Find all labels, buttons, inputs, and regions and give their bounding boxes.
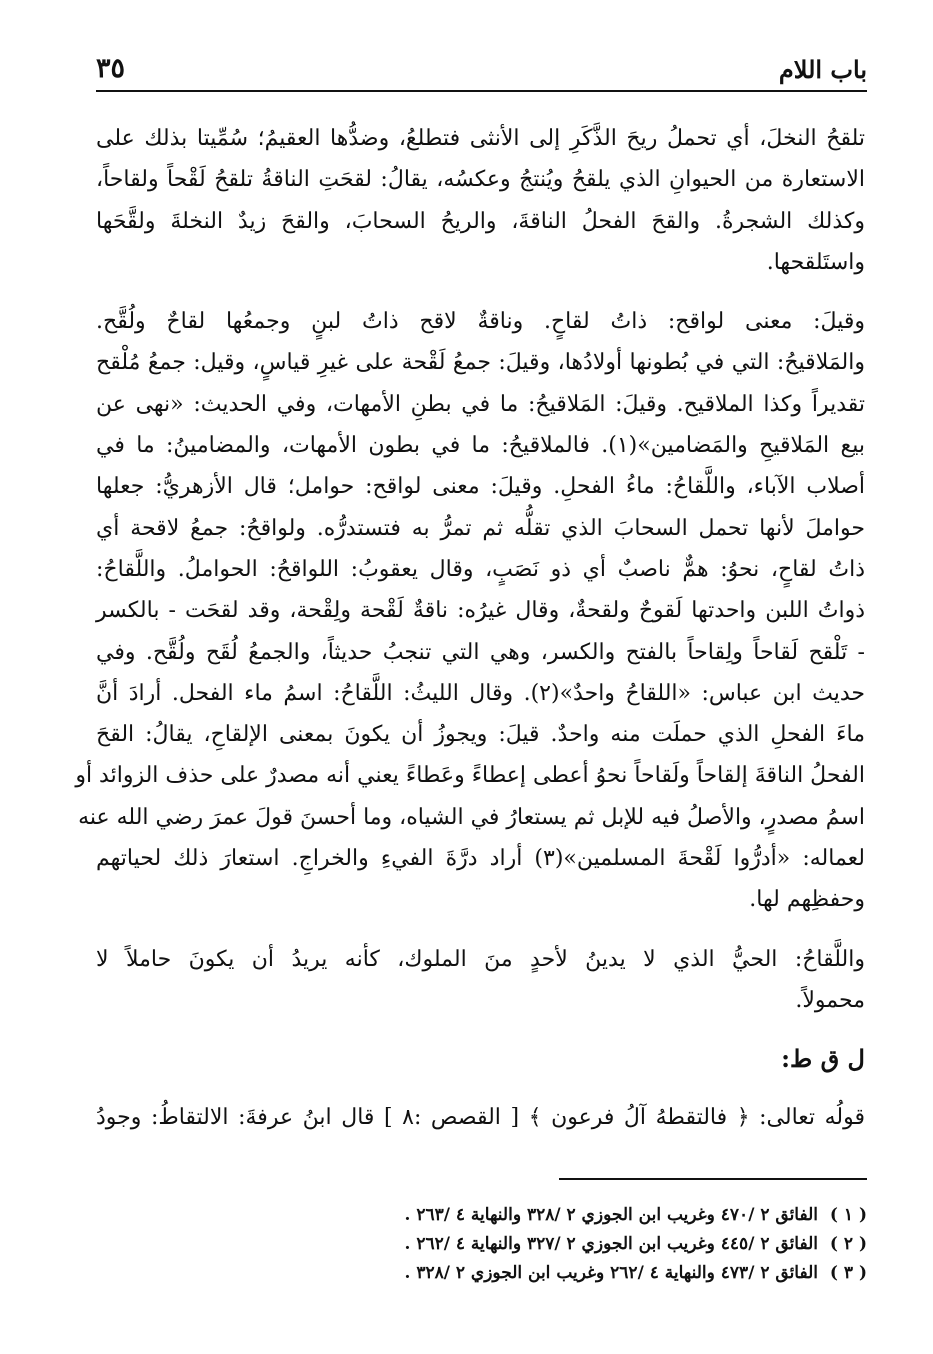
footnote-divider — [559, 1178, 867, 1180]
paragraph-3 — [96, 939, 865, 1022]
footnotes — [300, 1201, 867, 1288]
footnote-mark: ( ٣ ) — [829, 1263, 867, 1283]
page-number: ٣٥ — [96, 53, 126, 84]
text-line: محمولاً. — [795, 987, 865, 1013]
footnote-text: الفائق ٢ /٤٤٥ وغريب ابن الجوزي ٢ /٣٢٧ والنهاية ٤ /٢٦٢ . — [404, 1234, 818, 1254]
footnote-mark: ( ٢ ) — [829, 1234, 867, 1254]
chapter-title: باب اللام — [778, 55, 867, 84]
text-line: - تَلْقح لَقاحاً ولِقاحاً بالفتح والكسر، وهي التي تنجبُ حديثاً، والجمعُ لُقَح ولُقَّح. وفي — [96, 639, 865, 665]
text-line: واستَلقحها. — [766, 249, 865, 275]
text-line: ذاتُ لقاحٍ، نحوُ: همٌّ ناصبٌ أي ذو نَصَبٍ، وقال يعقوبُ: اللواقحُ: الحواملُ. واللَّقاحُ: — [96, 556, 865, 582]
main-text — [75, 118, 865, 1139]
footnote-2 — [300, 1230, 867, 1259]
text-line: بيع المَلاقيحِ والمَضامين»(١). فالملاقيحُ: ما في بطون الأمهات، والمضامينُ: ما في — [96, 433, 865, 459]
text-line: تلقحُ النخلَ، أي تحملُ ريحَ الذَّكَرِ إلى الأنثى فتطلعُ، وضدُّها العقيمُ؛ سُمِّيتا بذلك على — [96, 126, 865, 151]
text-line: أصلاب الآباء، واللَّقاحُ: ماءُ الفحلِ. وقيلَ: معنى لواقح: حوامل؛ قال الأزهريُّ: جعلها — [96, 474, 865, 500]
text-line: والمَلاقيحُ: التي في بُطونها أولادُها، وقيلَ: جمعُ لَقْحة على غيرِ قياسٍ، وقيل: جمعُ مُلْقح — [96, 350, 865, 376]
text-line: الاستعارة من الحيوانِ الذي يلقحُ ويُنتجُ وعكسُه، يقالُ: لقحَتِ الناقةُ تلقحُ لَقْحاً ولقاحاً، — [96, 167, 865, 193]
text-line: اسمُ مصدرٍ، والأصلُ فيه للإبل ثم يستعارُ في الشياه، وما أحسنَ قولَ عمرَ رضي الله عنه — [78, 804, 865, 830]
footnote-mark: ( ١ ) — [829, 1205, 867, 1225]
footnote-text: الفائق ٢ /٤٧٣ والنهاية ٤ /٢٦٢ وغريب ابن الجوزي ٢ /٣٢٨ . — [404, 1263, 818, 1283]
text-line: وقيلَ: معنى لواقح: ذاتُ لقاحٍ. وناقةٌ لاقح ذاتُ لبنٍ وجمعُها لقاحٌ ولُقَّح. — [96, 309, 865, 335]
paragraph-1 — [96, 118, 865, 283]
footnote-text: الفائق ٢ /٤٧٠ وغريب ابن الجوزي ٢ /٣٢٨ والنهاية ٤ /٢٦٣ . — [404, 1205, 818, 1225]
section-heading: ل ق ط: — [781, 1044, 865, 1074]
text-line: الفحلُ الناقةَ إلقاحاً ولَقاحاً نحوُ أعطى إعطاءً وعَطاءً يعني أنه مصدرٌ على حذف الزوائد أو — [75, 763, 865, 789]
text-line: تقديراً وكذا الملاقيح. وقيلَ: المَلاقيحُ: ما في بطنِ الأمهات، وفي الحديث: «نهى عن — [96, 391, 865, 417]
text-line: وكذلك الشجرةُ. والقحَ الفحلُ الناقةَ، والريحُ السحابَ، والقحَ زيدٌ النخلةَ ولقَّحَها — [96, 208, 865, 234]
text-line: ماءَ الفحلِ الذي حملَت منه واحدٌ. قيلَ: ويجوزُ أن يكونَ بمعنى الإلقاحِ، يقالُ: القحَ — [96, 722, 865, 748]
page-header — [96, 46, 867, 92]
text-line: قولُه تعالى: ﴿ فالتقطهُ آلُ فرعون ﴾ [ القصص :٨ ] قال ابنُ عرفةَ: الالتقاطُ: وجودُ — [96, 1105, 865, 1131]
text-line: وحفظِهم لها. — [749, 887, 865, 913]
text-line: حديث ابن عباس: «اللقاحُ واحدٌ»(٢). وقال الليثُ: اللَّقاحُ: اسمُ ماء الفحل. أرادَ أنَّ — [96, 680, 865, 706]
text-line: ذواتُ اللبن واحدتها لَقوحٌ ولقحةٌ، وقال غيرُه: ناقةٌ لَقْحة ولِقْحة، وقد لقحَت - بالكسر — [96, 598, 865, 624]
footnote-3 — [300, 1259, 867, 1288]
text-line: لعماله: «أدرُّوا لَقْحةَ المسلمين»(٣) أراد درَّةَ الفيءِ والخراجِ. استعارَ ذلك لحياتهم — [96, 846, 865, 872]
text-line: واللَّقاحُ: الحيُّ الذي لا يدينُ لأحدٍ منَ الملوك، كأنه يريدُ أن يكونَ حاملاً لا — [96, 946, 865, 972]
footnote-1 — [300, 1201, 867, 1230]
text-line: حواملَ لأنها تحمل السحابَ الذي تقلُّه ثم تمرُّ به فتستدرُّه. ولواقحُ: جمعُ لاقحة أي — [96, 515, 865, 541]
paragraph-4 — [96, 1097, 865, 1138]
paragraph-2 — [75, 301, 865, 920]
